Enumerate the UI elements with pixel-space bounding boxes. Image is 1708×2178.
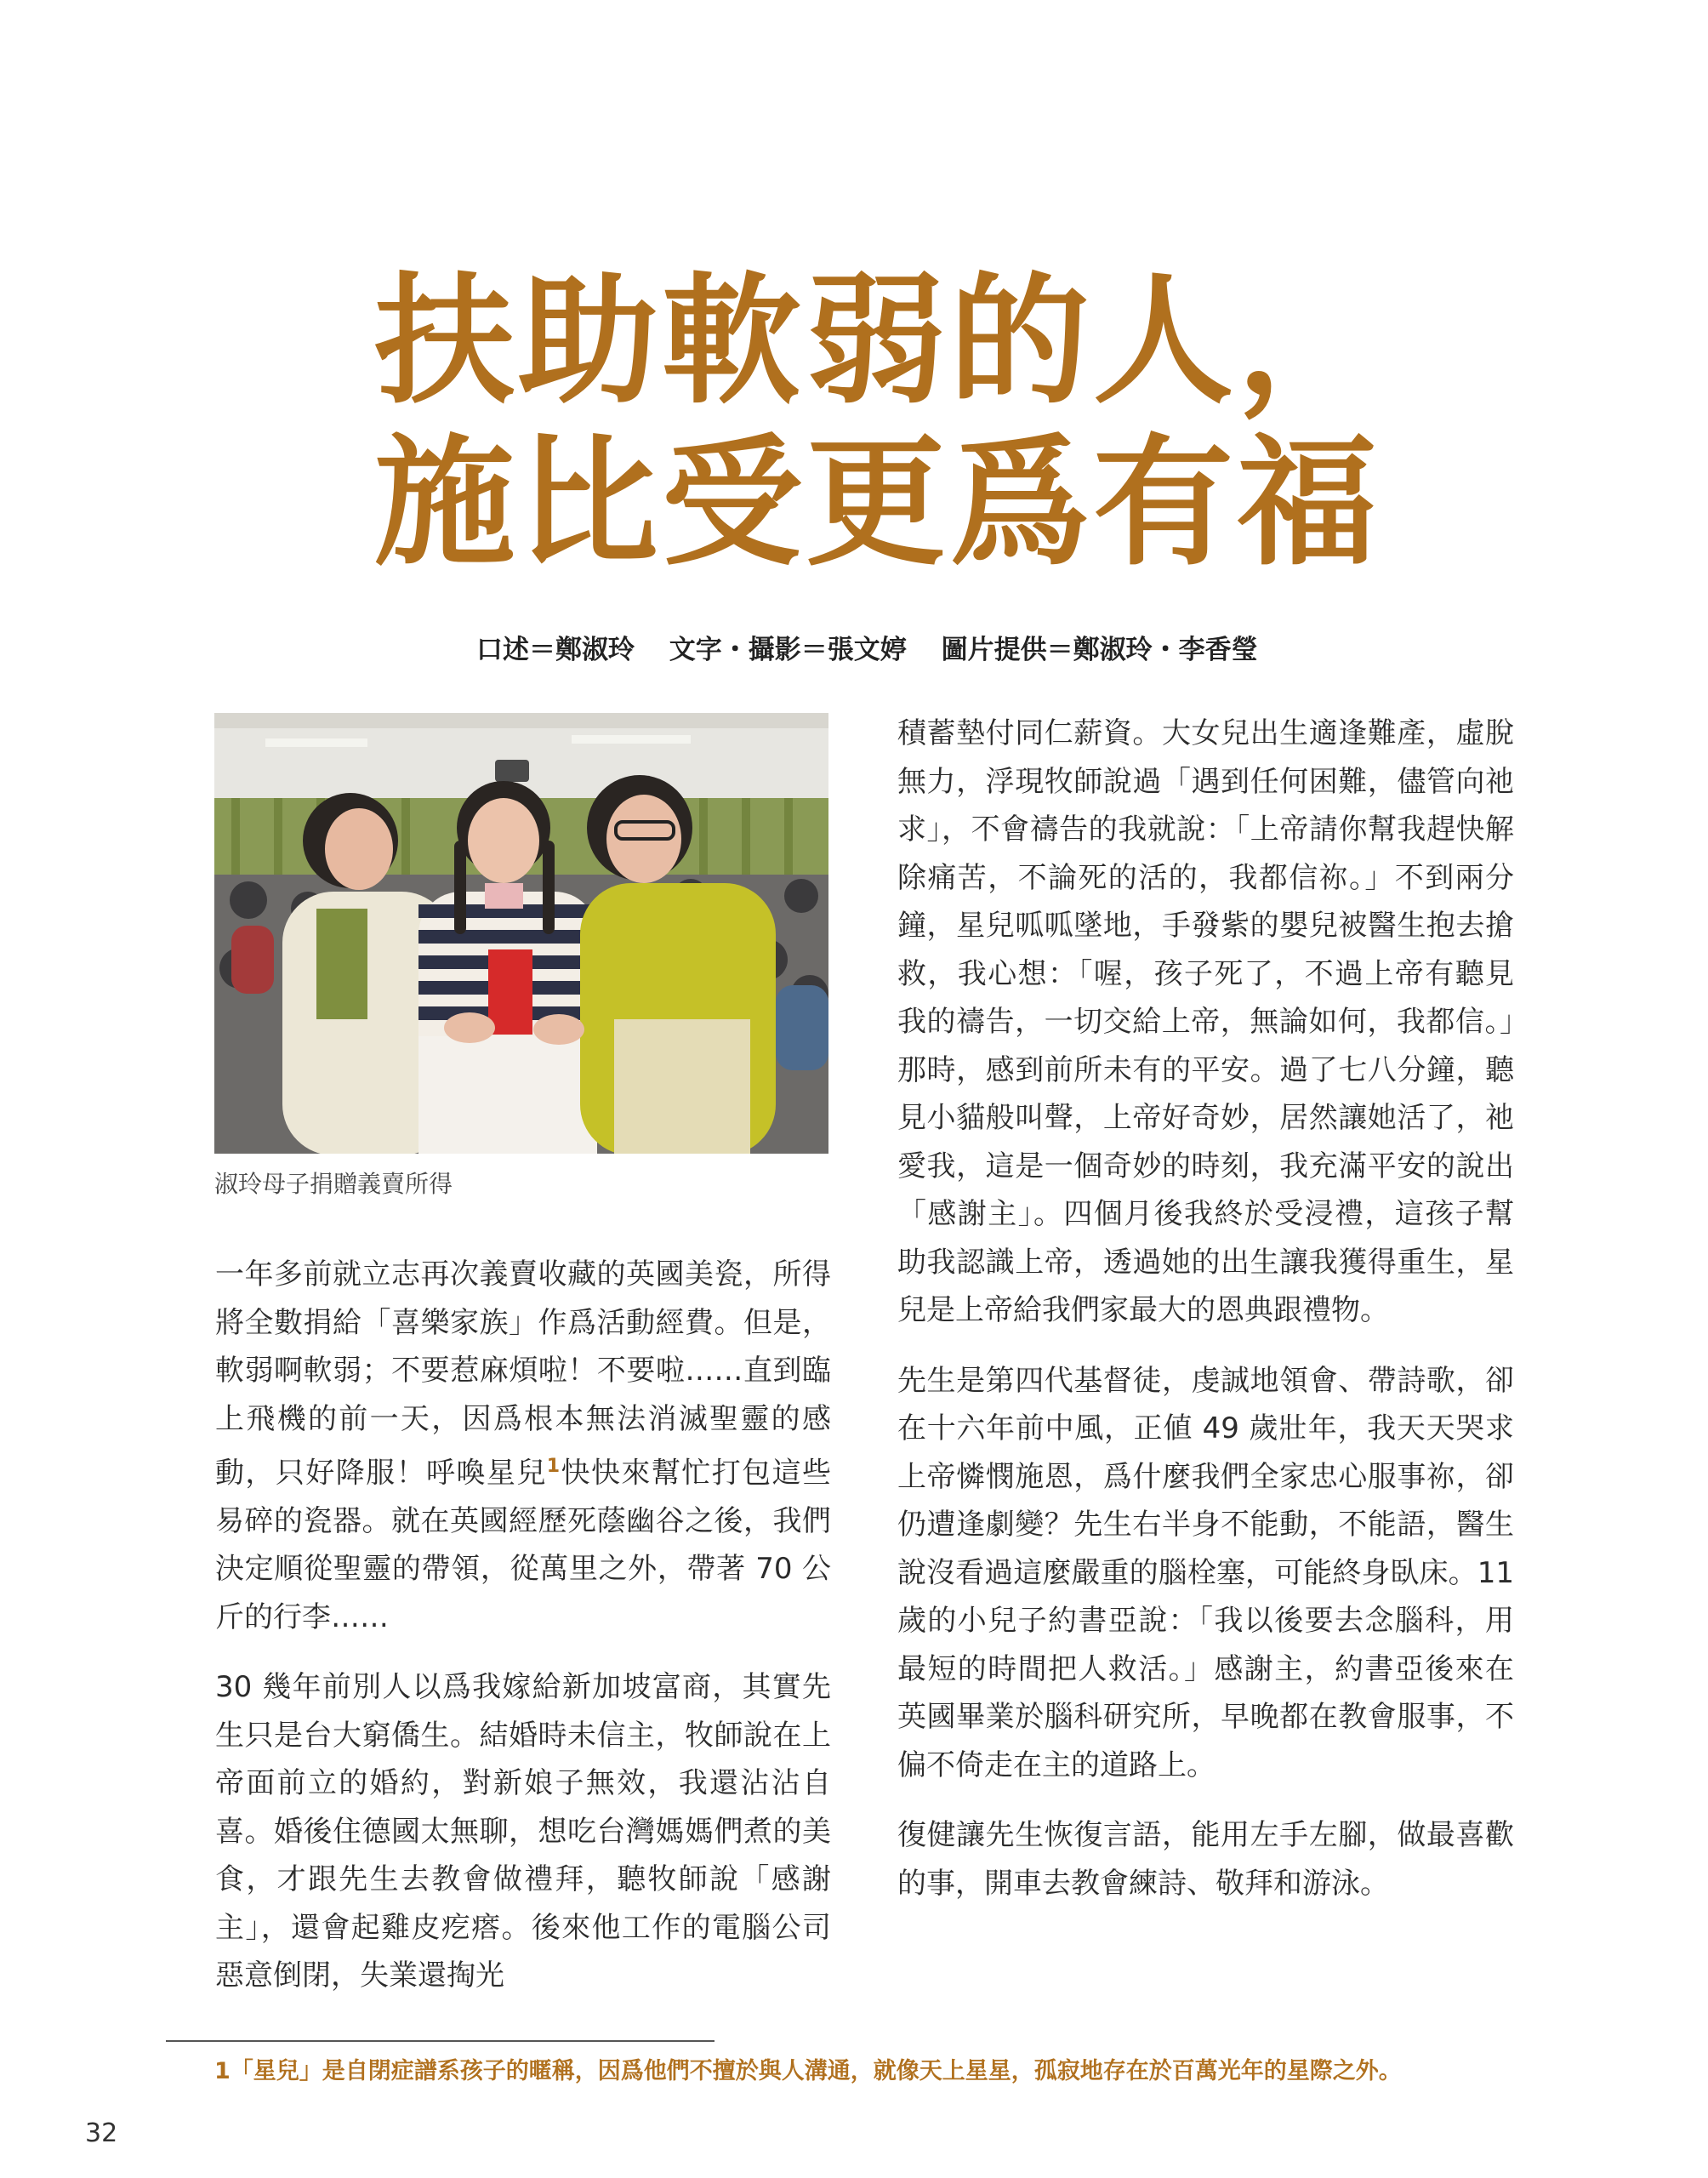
right-paragraph-1: 積蓄墊付同仁薪資。大女兒出生適逢難產，虛脫無力，浮現牧師說過「遇到任何困難，儘管向祂求」，不會禱告的我就說：「上帝請你幫我趕快解除痛苦，不論死的活的，我都信祢。」不到兩分鐘，星兒呱呱墜地，手發紫的嬰兒被醫生抱去搶救，我心想：「喔，孩子死了，不過上帝有聽見我的禱告，一切交給上帝，無論如何，我都信。」那時，感到前所未有的平安。過了七八分鐘，聽見小貓般叫聲，上帝好奇妙，居然讓她活了，祂愛我，這是一個奇妙的時刻，我充滿平安的說出「感謝主」。四個月後我終於受浸禮，這孩子幫助我認識上帝，透過她的出生讓我獲得重生，星兒是上帝給我們家最大的恩典跟禮物。	[897, 716, 1514, 1327]
footnote: 1「星兒」是自閉症譜系孩子的暱稱，因爲他們不擅於與人溝通，就像天上星星，孤寂地存在於百萬光年的星際之外。	[214, 2058, 1402, 2084]
article-photo	[214, 713, 828, 1154]
credit-text-photo: 文字・攝影＝張文婷	[669, 635, 907, 665]
credit-images: 圖片提供＝鄭淑玲・李香瑩	[941, 635, 1258, 665]
right-paragraph-2: 先生是第四代基督徒，虔誠地領會、帶詩歌，卻在十六年前中風，正値 49 歲壯年，我天天哭求上帝憐憫施恩，爲什麼我們全家忠心服事祢，卻仍遭逢劇變？先生右半身不能動，不能語，醫生說沒看過這麼嚴重的腦栓塞，可能終身臥床。11 歲的小兒子約書亞說：「我以後要去念腦科，用最短的時間把人救活。」感謝主，約書亞後來在英國畢業於腦科研究所，早晚都在教會服事，不偏不倚走在主的道路上。	[897, 1363, 1514, 1782]
left-paragraph-2: 30 幾年前別人以爲我嫁給新加坡富商，其實先生只是台大窮僑生。結婚時未信主，牧師說在上帝面前立的婚約，對新娘子無效，我還沾沾自喜。婚後住德國太無聊，想吃台灣媽媽們煮的美食，才跟先生去教會做禮拜，聽牧師說「感謝主」，還會起雞皮疙瘩。後來他工作的電腦公司惡意倒閉，失業還掏光	[215, 1670, 831, 1993]
title-line-2: 施比受更爲有福	[374, 419, 1381, 584]
left-column	[215, 1251, 831, 2000]
page-number: 32	[85, 2118, 118, 2148]
right-column	[897, 710, 1514, 1907]
right-paragraph-3: 復健讓先生恢復言語，能用左手左腳，做最喜歡的事，開車去教會練詩、敬拜和游泳。	[897, 1818, 1514, 1901]
credit-narration: 口述＝鄭淑玲	[476, 635, 635, 665]
left-paragraph-1: 一年多前就立志再次義賣收藏的英國美瓷，所得將全數捐給「喜樂家族」作爲活動經費。但是，軟弱啊軟弱；不要惹麻煩啦！不要啦……直到臨上飛機的前一天，因爲根本無法消滅聖靈的感動，只好降服！呼喚星兒$^1$快快來幫忙打包這些易碎的瓷器。就在英國經歷死蔭幽谷之後，我們決定順從聖靈的帶領，從萬里之外，帶著 70 公斤的行李……	[215, 1257, 832, 1634]
footnote-divider	[166, 2040, 715, 2042]
byline	[476, 628, 1497, 666]
photo-caption: 淑玲母子捐贈義賣所得	[214, 1170, 453, 1198]
title-line-1: 扶助軟弱的人，	[374, 258, 1381, 423]
article-title	[374, 259, 1438, 583]
footnote-ref[interactable]: 1	[546, 1456, 561, 1477]
